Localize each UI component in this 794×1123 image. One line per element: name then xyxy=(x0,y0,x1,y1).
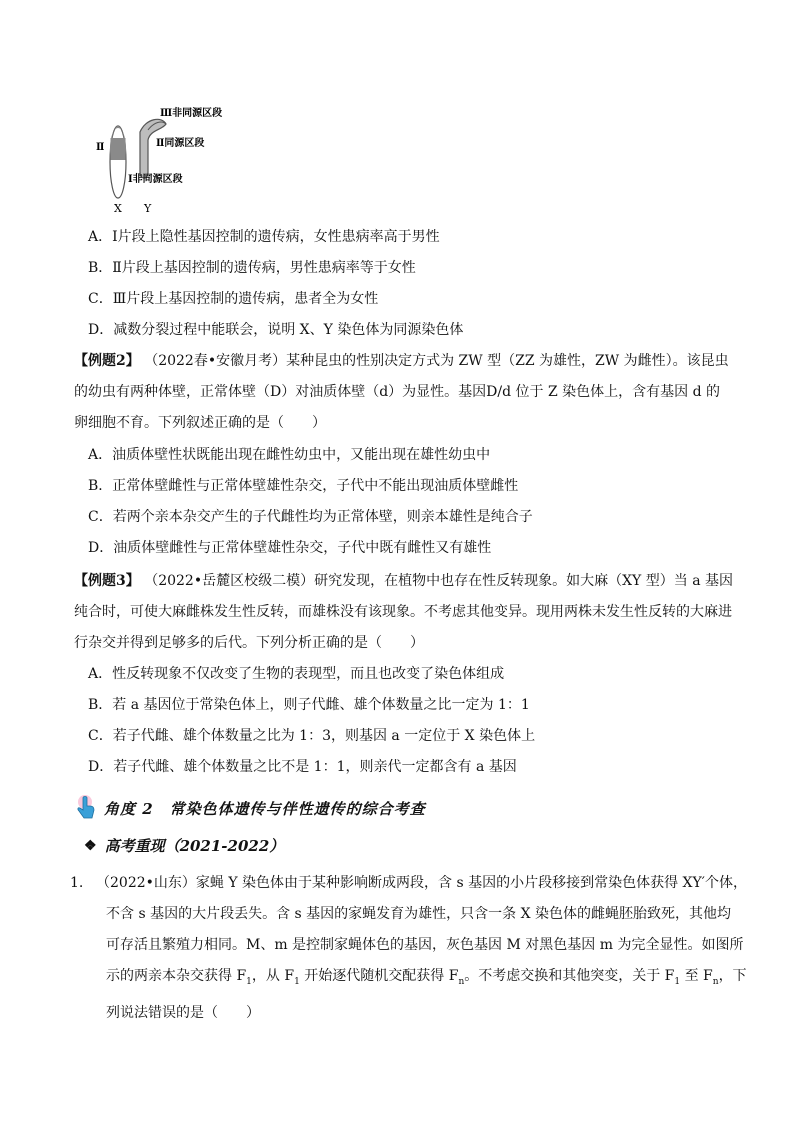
y-label: Y xyxy=(144,202,152,215)
label-left-ii: Ⅱ xyxy=(96,142,105,153)
example3-tag: 【例题3】 xyxy=(74,573,140,589)
section-heading-text: 高考重现（2021-2022） xyxy=(104,837,285,855)
example3-text: （2022•岳麓区校级二模）研究发现，在植物中也存在性反转现象。如大麻（XY 型）当 a 基因纯合时，可使大麻雌株发生性反转，而雄株没有该现象。不考虑其他变异。现用两株未发生性反转的大麻进行杂交并得到足够多的后代。下列分析正确的是（ ） xyxy=(74,573,733,651)
example2-stem xyxy=(74,346,734,439)
question-number: 1. xyxy=(70,875,84,891)
x-chromosome xyxy=(110,126,126,198)
example1-option-c: C．Ⅲ片段上基因控制的遗传病，患者全为女性 xyxy=(88,291,379,307)
x-chromosome-homologous-band xyxy=(111,138,126,160)
question-1 xyxy=(70,868,750,1029)
label-iii-nonhomologous: Ⅲ非同源区段 xyxy=(160,108,223,119)
question-line-1: （2022•山东）家蝇 Y 染色体由于某种影响断成两段，含 s 基因的小片段移接到常染色体获得 XY′个体， xyxy=(96,875,747,891)
question-line-4: 示的两亲本杂交获得 $F_1$，从 $F_1$ 开始逐代随机交配获得 $F_n$。不考虑交换和其他突变，关于 $F_1$ 至 $F_n$，下 xyxy=(106,968,747,987)
example2-tag: 【例题2】 xyxy=(74,353,140,369)
question-line-2: 不含 s 基因的大片段丢失。含 s 基因的家蝇发育为雄性，只含一条 X 染色体的雌蝇胚胎致死，其他均 xyxy=(106,906,732,922)
example3-option-d: D．若子代雌、雄个体数量之比不是 1：1，则亲代一定都含有 a 基因 xyxy=(88,759,517,775)
angle-2-heading xyxy=(74,792,426,824)
example3-option-a: A．性反转现象不仅改变了生物的表现型，而且也改变了染色体组成 xyxy=(88,666,505,682)
section-heading xyxy=(84,835,284,856)
example2-option-d: D．油质体壁雌性与正常体壁雄性杂交，子代中既有雌性又有雄性 xyxy=(88,540,492,556)
example3-option-c: C．若子代雌、雄个体数量之比为 1：3，则基因 a 一定位于 X 染色体上 xyxy=(88,728,536,744)
example2-option-b: B．正常体壁雌性与正常体壁雄性杂交，子代中不能出现油质体壁雌性 xyxy=(88,478,519,494)
xy-chromosome-figure xyxy=(88,100,258,218)
example3-stem xyxy=(74,566,734,659)
question-line-5: 列说法错误的是（ ） xyxy=(106,1004,260,1021)
example2-option-c: C．若两个亲本杂交产生的子代雌性均为正常体壁，则亲本雄性是纯合子 xyxy=(88,509,533,525)
example3-option-b: B．若 a 基因位于常染色体上，则子代雌、雄个体数量之比一定为 1：1 xyxy=(88,697,530,713)
example1-option-a: A．Ⅰ片段上隐性基因控制的遗传病，女性患病率高于男性 xyxy=(88,229,440,245)
example1-option-d: D．减数分裂过程中能联会，说明 X、Y 染色体为同源染色体 xyxy=(88,322,464,338)
example2-text: （2022春•安徽月考）某种昆虫的性别决定方式为 ZW 型（ZZ 为雄性，ZW 为雌性）。该昆虫的幼虫有两种体壁，正常体壁（D）对油质体壁（d）为显性。基因D/d 位于 Z 染色体上，含有基因 d 的卵细胞不育。下列叙述正确的是（ ） xyxy=(74,353,729,431)
example1-option-b: B．Ⅱ片段上基因控制的遗传病，男性患病率等于女性 xyxy=(88,260,416,276)
angle-2-title: 角度 2 常染色体遗传与伴性遗传的综合考查 xyxy=(104,799,426,818)
pointer-hand-icon xyxy=(74,794,98,822)
diamond-bullet-icon: ❖ xyxy=(84,837,97,854)
example2-option-a: A．油质体壁性状既能出现在雌性幼虫中，又能出现在雄性幼虫中 xyxy=(88,447,491,463)
label-i-nonhomologous: Ⅰ非同源区段 xyxy=(128,174,183,185)
x-label: X xyxy=(114,202,122,215)
question-line-3: 可存活且繁殖力相同。M、m 是控制家蝇体色的基因，灰色基因 M 对黑色基因 m 为完全显性。如图所 xyxy=(106,937,744,953)
label-ii-homologous: Ⅱ同源区段 xyxy=(156,138,205,149)
